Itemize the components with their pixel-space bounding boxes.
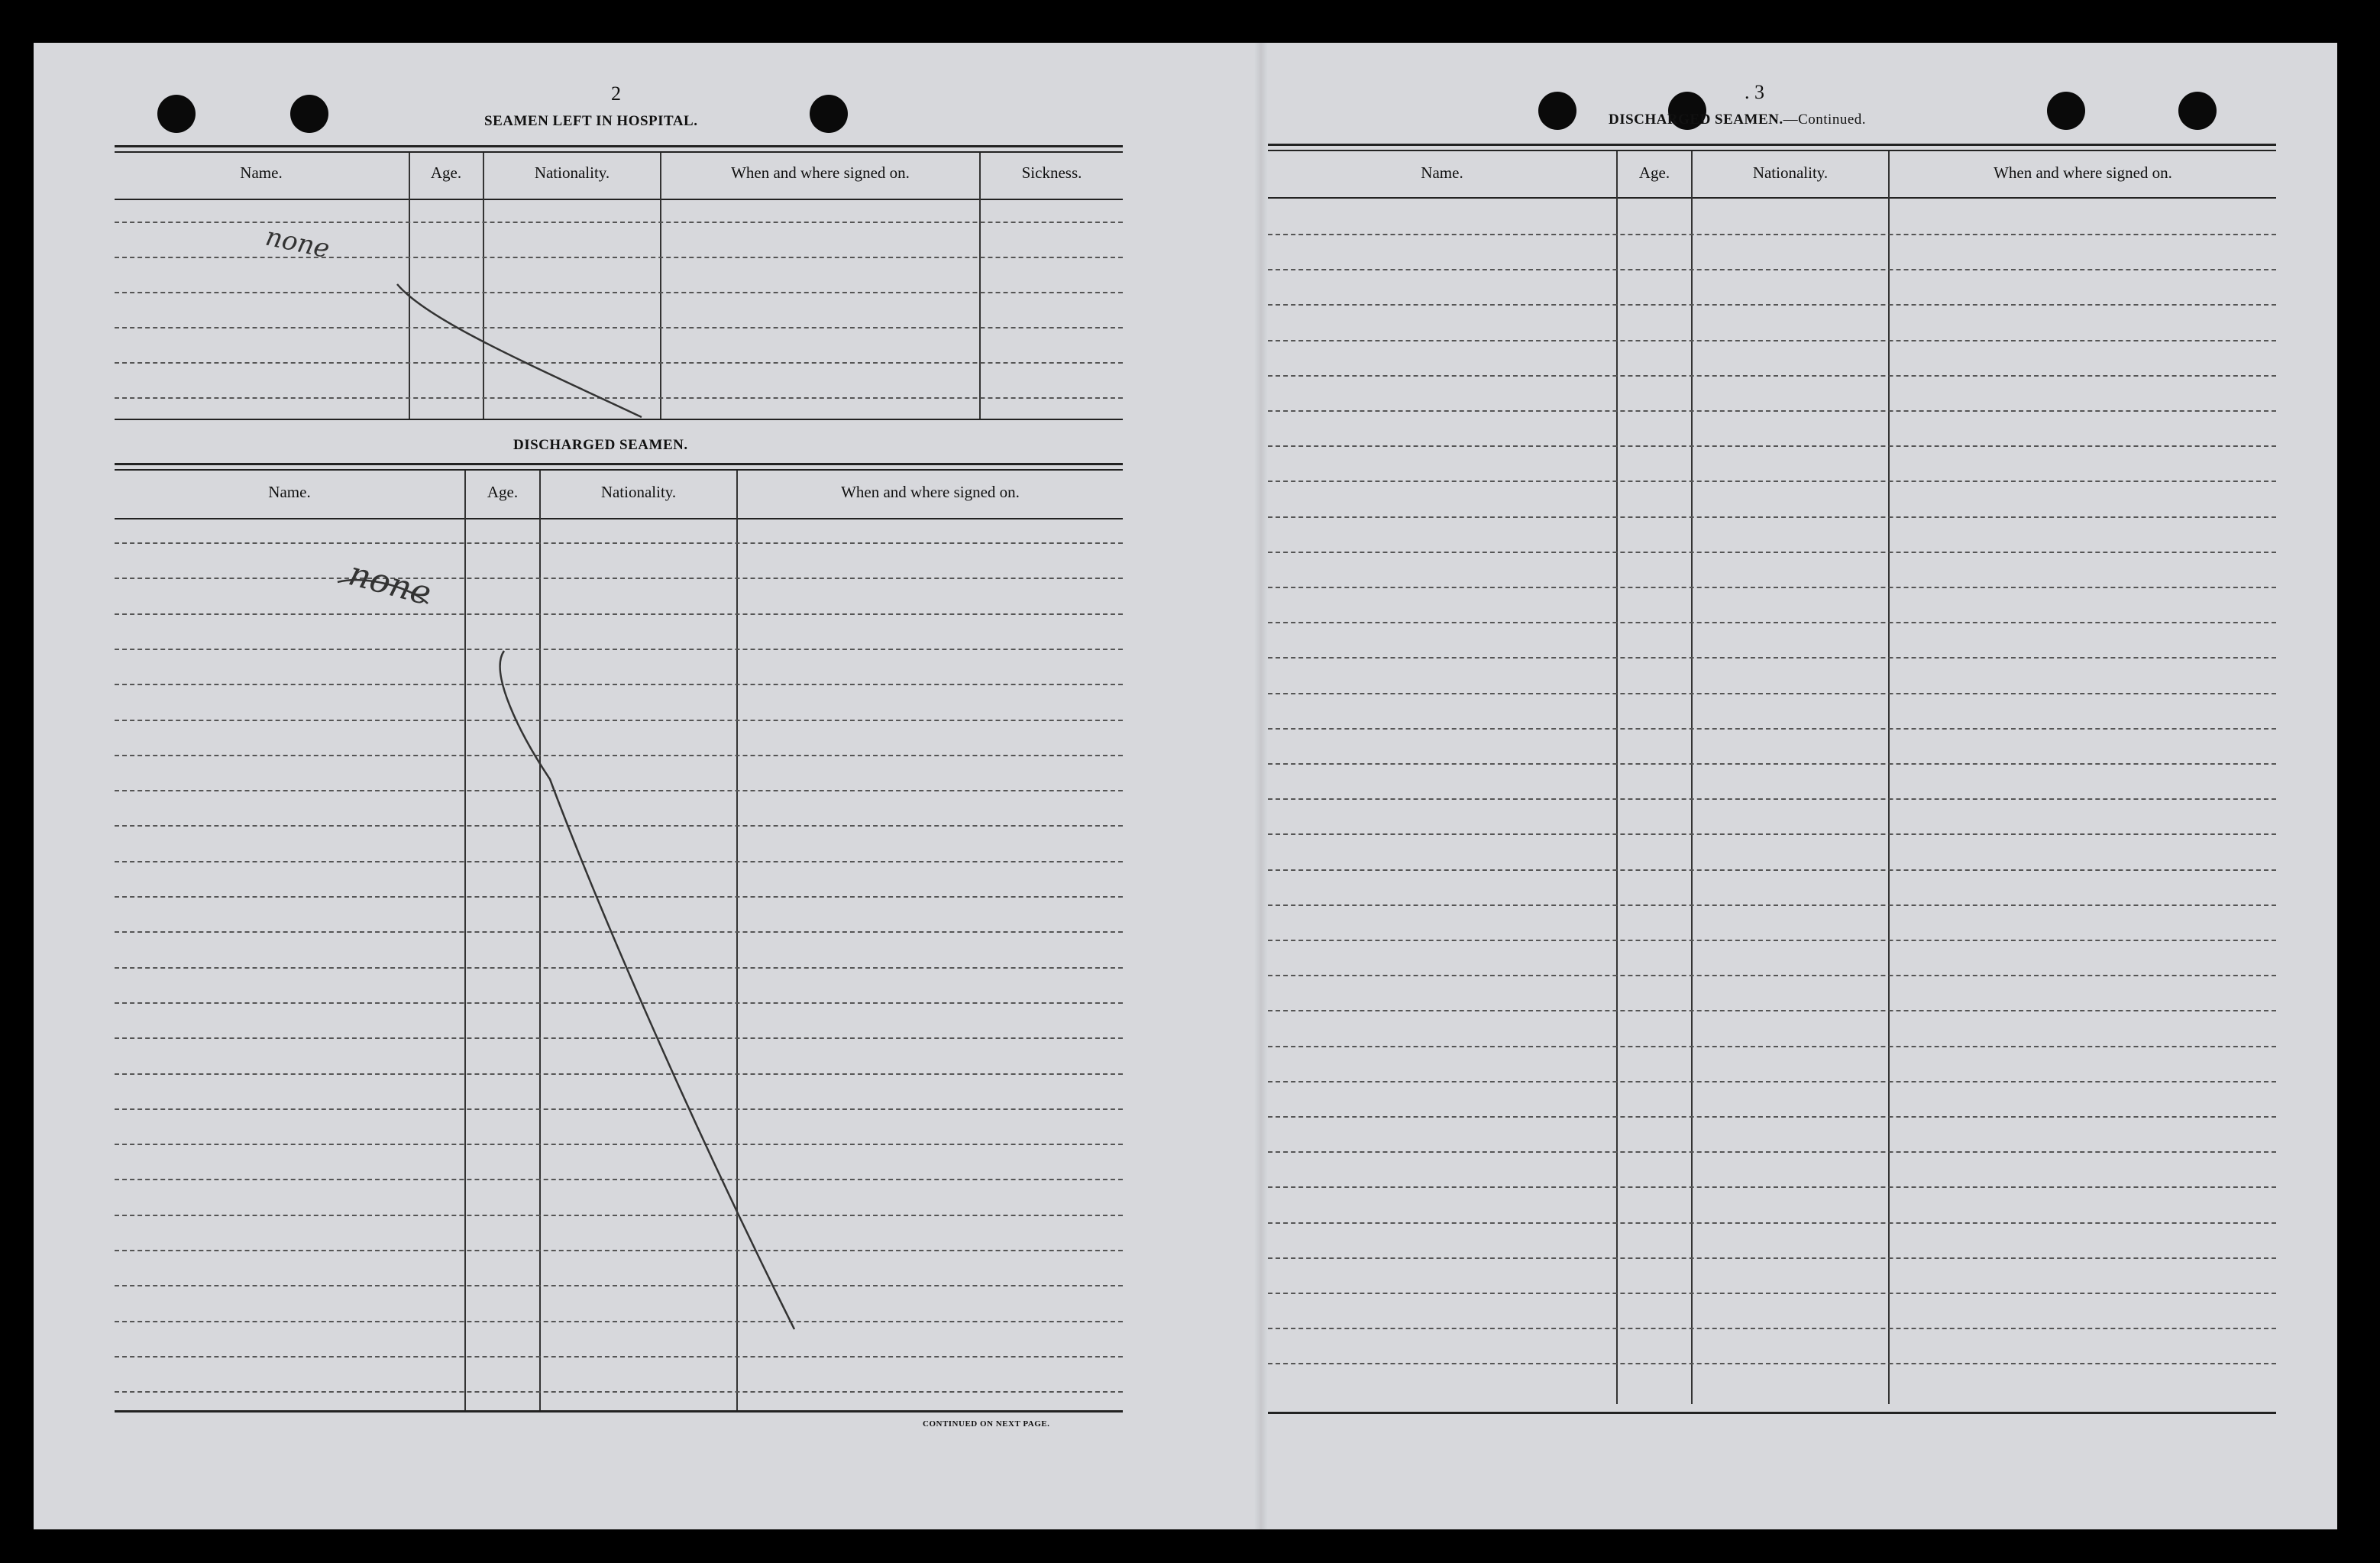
hospital-section-title: SEAMEN LEFT IN HOSPITAL. xyxy=(484,113,698,129)
discharged-col-name: Name. xyxy=(268,483,311,501)
discharged-col-signed-on: When and where signed on. xyxy=(841,483,1020,501)
page-number-left: 2 xyxy=(611,83,621,105)
continued-label: —Continued. xyxy=(1783,112,1867,128)
page-number-right: . 3 xyxy=(1745,81,1764,103)
discharged-handwritten-entry: none xyxy=(344,554,435,613)
continued-footnote: CONTINUED ON NEXT PAGE. xyxy=(923,1419,1050,1429)
discharged-continued-title-text: DISCHARGED SEAMEN. xyxy=(1609,112,1783,128)
continued-col-signed-on: When and where signed on. xyxy=(1994,163,2172,182)
hospital-col-signed-on: When and where signed on. xyxy=(731,163,910,182)
continued-col-age: Age. xyxy=(1638,163,1670,182)
discharged-col-nationality: Nationality. xyxy=(600,483,677,501)
hospital-col-nationality: Nationality. xyxy=(534,163,610,182)
continued-col-name: Name. xyxy=(1421,163,1463,182)
hospital-strike-line xyxy=(397,284,642,417)
discharged-section-title: DISCHARGED SEAMEN. xyxy=(513,437,688,453)
discharged-strike-line xyxy=(500,651,794,1329)
continued-col-nationality: Nationality. xyxy=(1752,163,1829,182)
discharged-col-age: Age. xyxy=(487,483,519,501)
hospital-col-sickness: Sickness. xyxy=(1021,163,1082,182)
hospital-col-name: Name. xyxy=(240,163,283,182)
hospital-col-age: Age. xyxy=(430,163,462,182)
hospital-handwritten-entry: none xyxy=(263,221,332,265)
